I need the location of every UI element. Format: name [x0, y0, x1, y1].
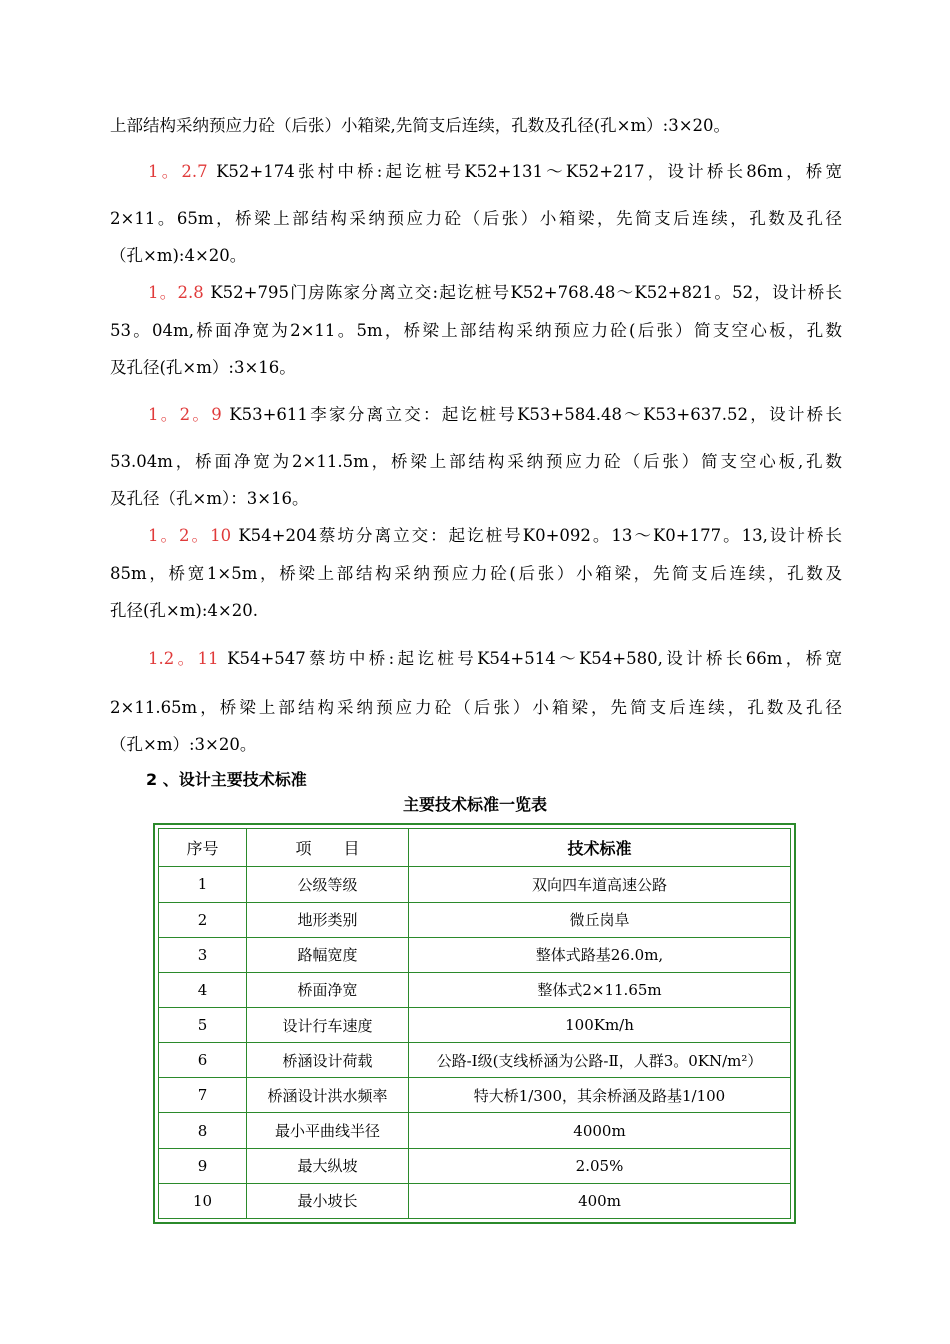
paragraph-text: 53.04m，桥面净宽为2×11.5m，桥梁上部结构采纳预应力砼（后张）简支空心板,孔数: [110, 452, 842, 471]
paragraph-text: 53。04m,桥面净宽为2×11。5m，桥梁上部结构采纳预应力砼(后张）简支空心板，孔数: [110, 321, 842, 340]
row-item: 最小坡长: [247, 1183, 409, 1218]
paragraph-text: 2×11.65m，桥梁上部结构采纳预应力砼（后张）小箱梁，先简支后连续，孔数及孔径: [110, 698, 842, 717]
row-item: 路幅宽度: [247, 937, 409, 972]
paragraph-line: [148, 648, 842, 670]
paragraph-line: [110, 115, 842, 137]
paragraph-text: 上部结构采纳预应力砼（后张）小箱梁,先简支后连续，孔数及孔径(孔×m）:3×20。: [110, 116, 731, 135]
section-number: 1。2。9: [148, 405, 222, 424]
row-standard: 2.05%: [409, 1148, 791, 1183]
section-number: 1。2。10: [148, 526, 232, 545]
row-item: 桥面净宽: [247, 972, 409, 1007]
paragraph-line: [110, 451, 842, 473]
row-item: 桥涵设计荷载: [247, 1043, 409, 1078]
paragraph-text: 及孔径(孔×m）:3×16。: [110, 358, 296, 377]
paragraph-text: K53+611李家分离立交：起讫桩号K53+584.48～K53+637.52，设计桥长: [221, 405, 842, 424]
row-item: 地形类别: [247, 902, 409, 937]
paragraph-text: K52+174张村中桥:起讫桩号K52+131～K52+217，设计桥长86m，桥宽: [207, 162, 842, 181]
paragraph-text: 及孔径（孔×m）：3×16。: [110, 489, 309, 508]
paragraph-line: [148, 404, 842, 426]
row-item: 桥涵设计洪水频率: [247, 1078, 409, 1113]
paragraph-text: 孔径(孔×m):4×20.: [110, 601, 258, 620]
paragraph-line: [110, 600, 842, 622]
row-item: 公级等级: [247, 867, 409, 902]
row-index: 8: [159, 1113, 247, 1148]
section-number: 1.2。11: [148, 649, 219, 668]
row-index: 6: [159, 1043, 247, 1078]
row-index: 5: [159, 1007, 247, 1042]
row-standard: 4000m: [409, 1113, 791, 1148]
row-standard: 整体式2×11.65m: [409, 972, 791, 1007]
row-index: 10: [159, 1183, 247, 1218]
table-row: [159, 867, 791, 902]
table-row: [159, 937, 791, 972]
paragraph-line: [110, 734, 842, 756]
paragraph-text: K54+204蔡坊分离立交：起讫桩号K0+092。13～K0+177。13,设计桥长: [231, 526, 842, 545]
paragraph-line: [148, 525, 842, 547]
row-standard: 整体式路基26.0m,: [409, 937, 791, 972]
paragraph-line: [110, 697, 842, 719]
paragraph-line: [148, 282, 842, 304]
section-number: 1。2.8: [148, 283, 204, 302]
row-index: 7: [159, 1078, 247, 1113]
header-standard: 技术标准: [409, 829, 791, 867]
row-standard: 公路-Ⅰ级(支线桥涵为公路-Ⅱ，人群3。0KN/m²）: [409, 1043, 791, 1078]
section-number: 1。2.7: [148, 162, 208, 181]
table-row: [159, 1078, 791, 1113]
standards-table-frame: [153, 823, 796, 1224]
paragraph-text: K54+547蔡坊中桥:起讫桩号K54+514～K54+580,设计桥长66m，桥宽: [218, 649, 842, 668]
row-item: 最小平曲线半径: [247, 1113, 409, 1148]
header-index: 序号: [159, 829, 247, 867]
paragraph-line: [110, 320, 842, 342]
row-index: 9: [159, 1148, 247, 1183]
paragraph-line: [148, 161, 842, 183]
row-standard: 微丘岗阜: [409, 902, 791, 937]
table-row: [159, 1183, 791, 1218]
paragraph-text: 2×11。65m，桥梁上部结构采纳预应力砼（后张）小箱梁，先简支后连续，孔数及孔径: [110, 209, 842, 228]
row-index: 2: [159, 902, 247, 937]
paragraph-line: [110, 245, 842, 267]
table-row: [159, 1113, 791, 1148]
row-standard: 双向四车道高速公路: [409, 867, 791, 902]
paragraph-line: [110, 488, 842, 510]
paragraph-line: [110, 563, 842, 585]
table-title: 主要技术标准一览表: [402, 795, 547, 814]
header-item: 项 目: [247, 829, 409, 867]
table-row: [159, 1148, 791, 1183]
table-row: [159, 902, 791, 937]
row-standard: 400m: [409, 1183, 791, 1218]
paragraph-text: K52+795门房陈家分离立交:起讫桩号K52+768.48～K52+821。52，设计桥长: [203, 283, 842, 302]
row-item: 设计行车速度: [247, 1007, 409, 1042]
table-header-row: [159, 829, 791, 867]
table-row: [159, 972, 791, 1007]
row-index: 4: [159, 972, 247, 1007]
row-index: 3: [159, 937, 247, 972]
paragraph-line: [110, 357, 842, 379]
table-row: [159, 1007, 791, 1042]
standards-table: [158, 828, 791, 1219]
row-standard: 特大桥1/300，其余桥涵及路基1/100: [409, 1078, 791, 1113]
row-standard: 100Km/h: [409, 1007, 791, 1042]
table-row: [159, 1043, 791, 1078]
paragraph-line: [110, 208, 842, 230]
row-item: 最大纵坡: [247, 1148, 409, 1183]
section-heading: 2 、设计主要技术标准: [146, 770, 307, 789]
paragraph-text: （孔×m):4×20。: [110, 246, 247, 265]
row-index: 1: [159, 867, 247, 902]
paragraph-text: 85m，桥宽1×5m，桥梁上部结构采纳预应力砼(后张）小箱梁，先简支后连续，孔数及: [110, 564, 842, 583]
paragraph-text: （孔×m）:3×20。: [110, 735, 257, 754]
